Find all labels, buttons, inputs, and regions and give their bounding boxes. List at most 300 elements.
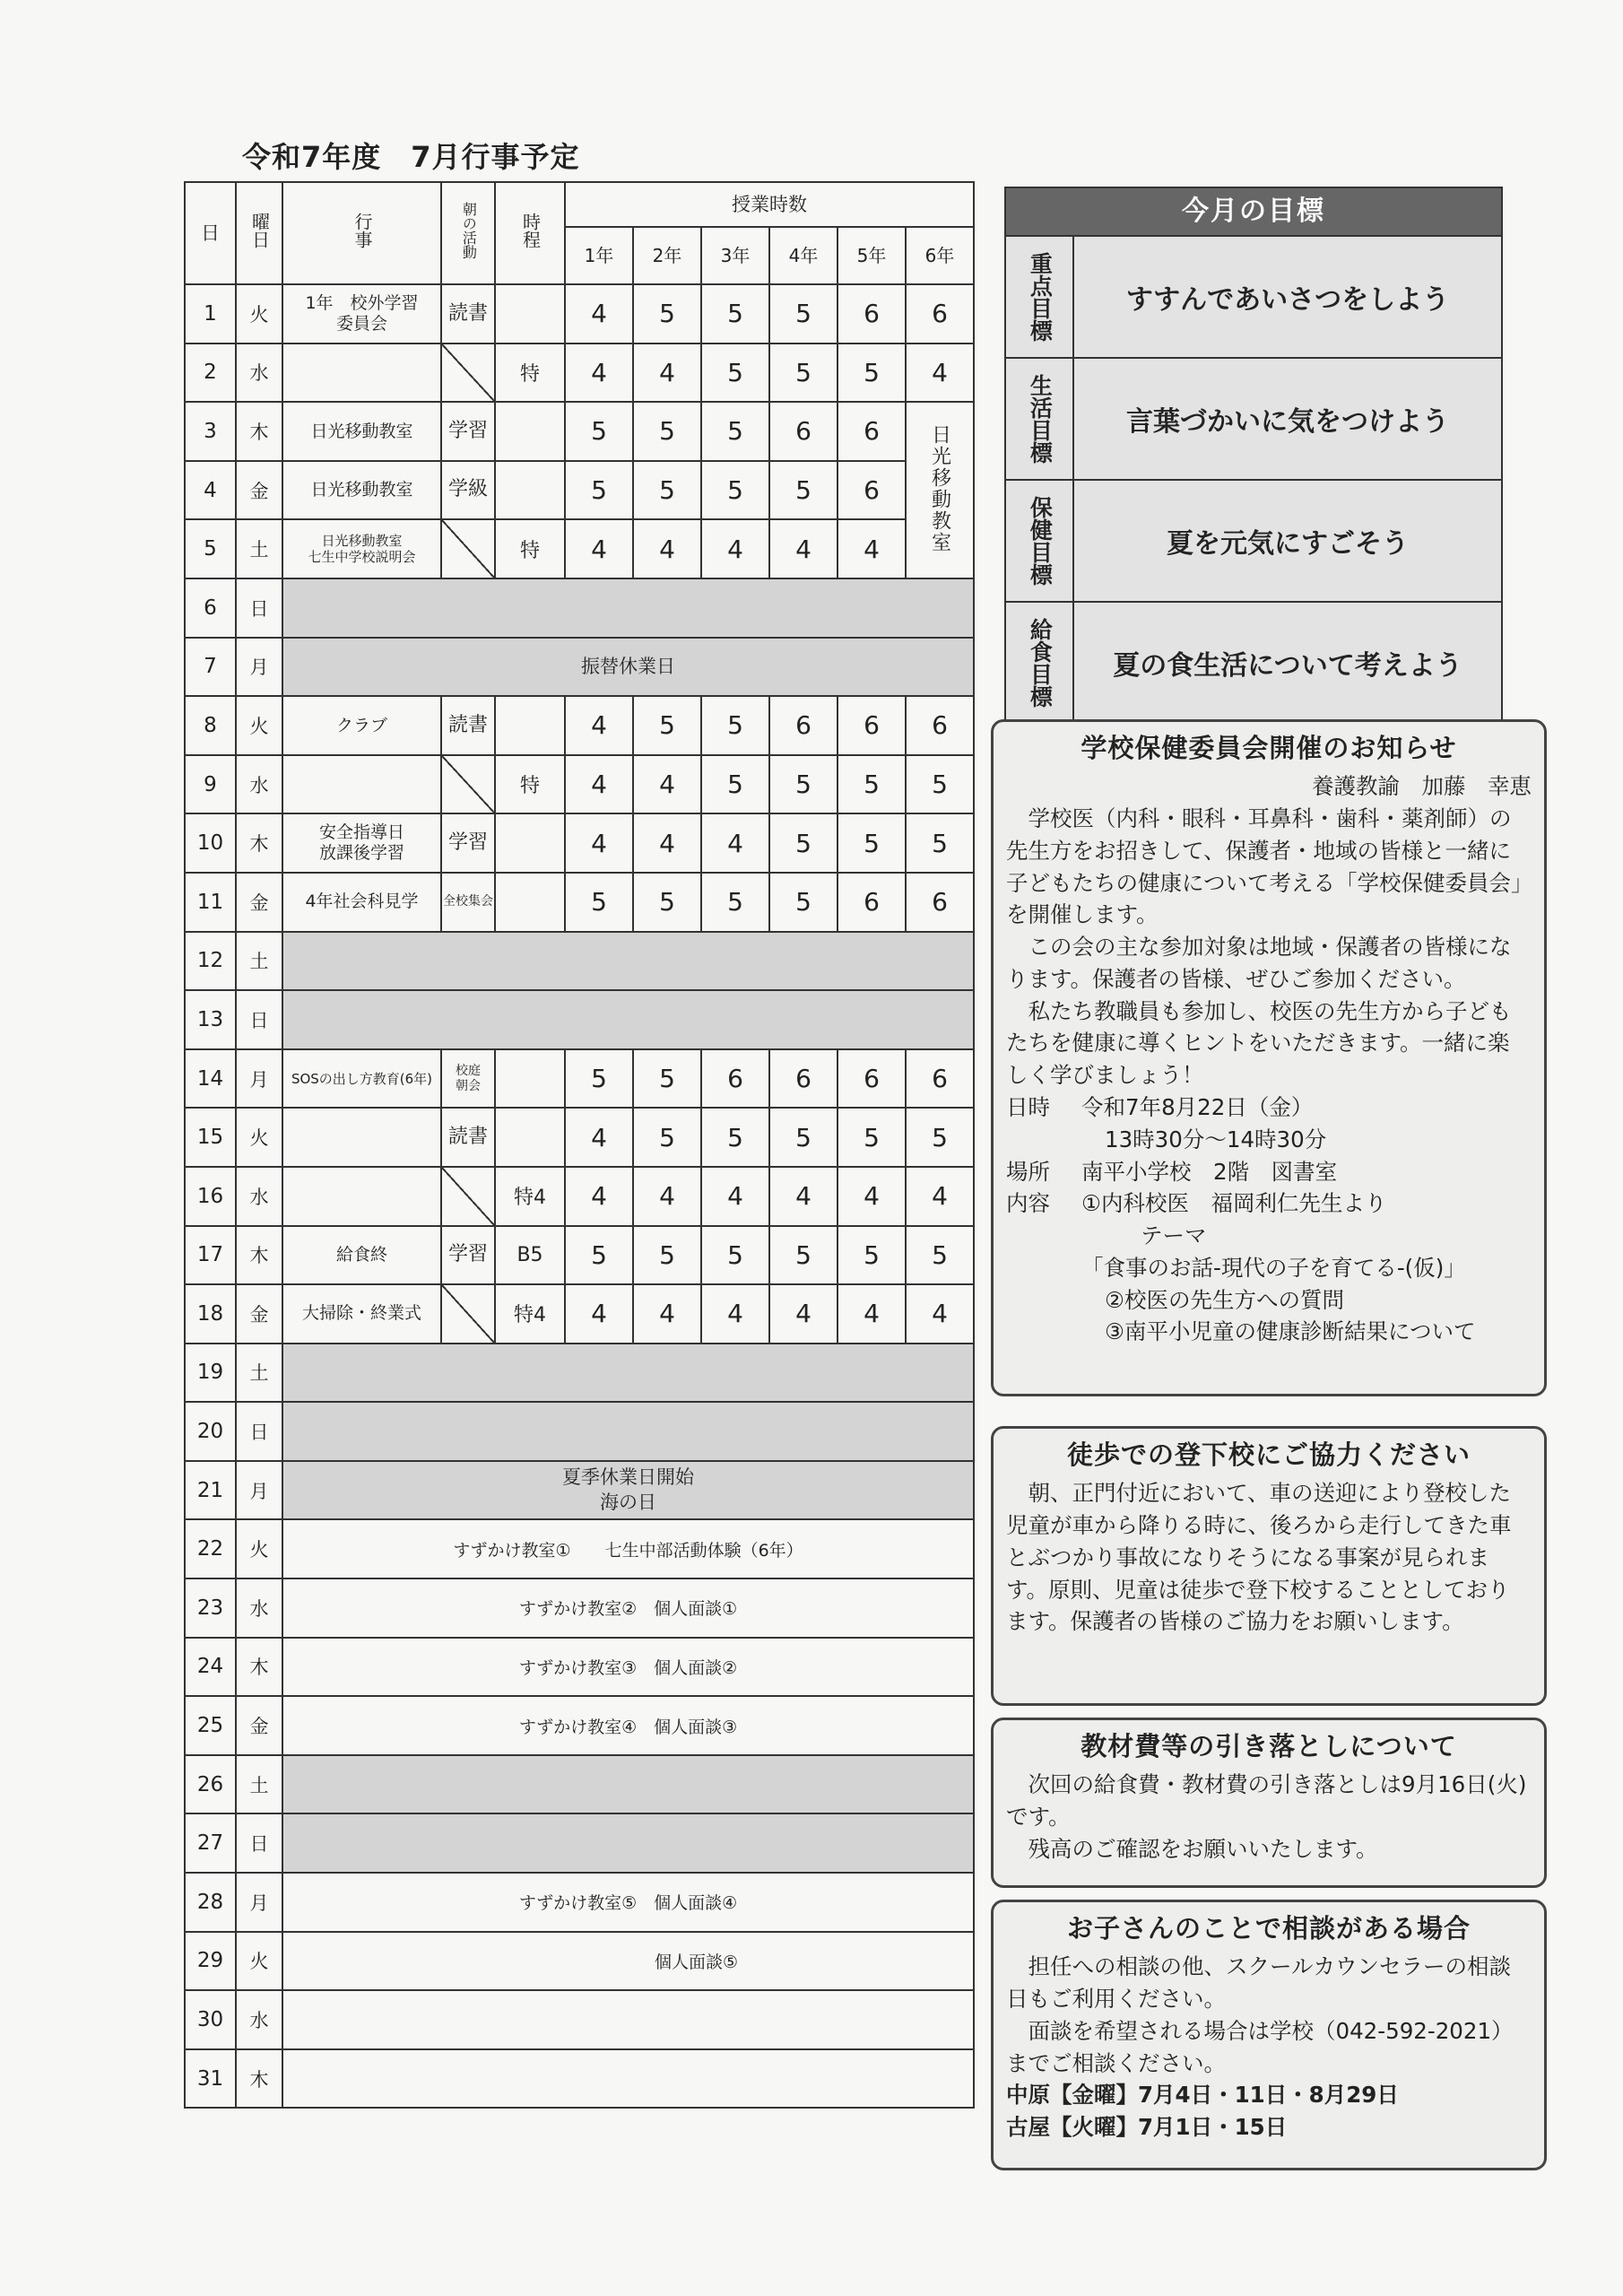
- schedule-cell: 特: [495, 755, 565, 814]
- hours-cell: 6: [906, 284, 974, 344]
- hours-cell: 5: [769, 284, 838, 344]
- hours-cell: 5: [838, 813, 906, 873]
- summer-event-cell: すずかけ教室③ 個人面談②: [282, 1638, 974, 1697]
- table-row: [185, 1990, 974, 2049]
- weekday-cell: 水: [236, 1578, 282, 1638]
- hours-cell: 6: [769, 402, 838, 461]
- hours-cell: 5: [565, 873, 633, 932]
- day-cell: 11: [185, 873, 236, 932]
- fees-title: 教材費等の引き落としについて: [1081, 1731, 1457, 1761]
- hours-cell: 4: [906, 1284, 974, 1344]
- hours-cell: 5: [633, 1049, 701, 1109]
- weekday-cell: 日: [236, 578, 282, 638]
- table-row: [185, 696, 974, 755]
- content-3: ③南平小児童の健康診断結果について: [1105, 1318, 1476, 1345]
- hours-cell: 4: [701, 1167, 769, 1226]
- schedule-cell: 特: [495, 344, 565, 403]
- holiday-note: 振替休業日: [581, 655, 676, 677]
- schedule-cell: B5: [495, 1226, 565, 1285]
- goal-text: 夏の食生活について考えよう: [1113, 650, 1462, 682]
- hours-cell: 6: [838, 873, 906, 932]
- table-row: [185, 990, 974, 1049]
- table-row: [185, 1696, 974, 1755]
- table-row: [185, 813, 974, 873]
- weekday-cell: 月: [236, 1461, 282, 1520]
- goal-text: 夏を元気にすごそう: [1167, 528, 1409, 560]
- table-row: [185, 402, 974, 461]
- weekday-cell: 水: [236, 1167, 282, 1226]
- hours-cell: 5: [906, 755, 974, 814]
- consult-p1: 担任への相談の他、スクールカウンセラーの相談日もご利用ください。: [1006, 1953, 1512, 2013]
- header-grade-2: 2年: [633, 227, 701, 284]
- goal-label: 重点目標: [1006, 237, 1074, 357]
- goal-label: 給食目標: [1006, 603, 1074, 723]
- day-cell: 6: [185, 578, 236, 638]
- weekday-cell: 木: [236, 813, 282, 873]
- hours-cell: 5: [701, 1226, 769, 1285]
- hours-cell: 4: [701, 1284, 769, 1344]
- weekday-cell: 木: [236, 2049, 282, 2109]
- table-row: [185, 1755, 974, 1814]
- day-cell: 1: [185, 284, 236, 344]
- health-author: 養護教諭 加藤 幸恵: [1312, 773, 1532, 800]
- goal-label: 保健目標: [1006, 481, 1074, 601]
- day-cell: 22: [185, 1519, 236, 1578]
- content-1-theme: テーマ: [1141, 1222, 1207, 1249]
- activity-cell: [441, 873, 495, 932]
- header-hours: 授業時数: [565, 182, 974, 227]
- event-text: 大掃除・終業式: [301, 1303, 421, 1324]
- header-day: 日: [185, 182, 236, 284]
- hours-cell: 5: [633, 1226, 701, 1285]
- day-cell: 23: [185, 1578, 236, 1638]
- activity-text: 読書: [447, 713, 488, 736]
- health-p3: 私たち教職員も参加し、校医の先生方から子どもたちを健康に導くヒントをいただきます。一緒に楽しく学びましょう！: [1006, 997, 1512, 1089]
- weekday-cell: 金: [236, 873, 282, 932]
- day-cell: 4: [185, 461, 236, 520]
- activity-cell: [441, 461, 495, 520]
- day-cell: 28: [185, 1873, 236, 1932]
- day-cell: 24: [185, 1638, 236, 1697]
- event-text: SOSの出し方教育(6年): [291, 1070, 433, 1087]
- hours-cell: 4: [769, 1167, 838, 1226]
- hours-cell: 4: [769, 519, 838, 578]
- hours-cell: 4: [633, 1284, 701, 1344]
- activity-text: 学習: [447, 419, 488, 442]
- day-cell: 2: [185, 344, 236, 403]
- schedule-cell: [495, 284, 565, 344]
- event-text: 4年社会科見学: [305, 891, 419, 912]
- header-grade-3: 3年: [701, 227, 769, 284]
- holiday-note: 夏季休業日開始 海の日: [562, 1466, 695, 1513]
- weekday-cell: 土: [236, 1755, 282, 1814]
- consult-title: お子さんのことで相談がある場合: [1066, 1913, 1471, 1944]
- holiday-cell: [282, 1813, 974, 1873]
- hours-cell: 4: [906, 344, 974, 403]
- activity-text: 読書: [447, 301, 488, 325]
- hours-cell: 4: [838, 1167, 906, 1226]
- table-row: [185, 755, 974, 814]
- table-row: [185, 932, 974, 991]
- event-cell: [282, 1108, 441, 1167]
- consult-line-1: 中原【金曜】7月4日・11日・8月29日: [1006, 2082, 1399, 2109]
- table-row: [185, 578, 974, 638]
- consult-p2: 面談を希望される場合は学校（042-592-2021）までご相談ください。: [1006, 2017, 1514, 2076]
- hours-cell: 5: [633, 461, 701, 520]
- event-text: 日光移動教室: [310, 480, 413, 500]
- hours-cell: 5: [633, 402, 701, 461]
- content-label: 内容: [1006, 1190, 1050, 1217]
- hours-cell: 5: [838, 1226, 906, 1285]
- table-row: [185, 1402, 974, 1461]
- weekday-cell: 金: [236, 1696, 282, 1755]
- event-cell: [282, 696, 441, 755]
- page-title: 令和7年度 7月行事予定: [242, 140, 580, 174]
- table-row: [185, 1813, 974, 1873]
- activity-text: 学習: [447, 831, 488, 854]
- activity-text: 学級: [447, 478, 488, 501]
- weekday-cell: 火: [236, 1932, 282, 1991]
- hours-cell: 4: [565, 284, 633, 344]
- day-cell: 18: [185, 1284, 236, 1344]
- table-row: [185, 1873, 974, 1932]
- hours-cell: 4: [565, 1284, 633, 1344]
- event-cell: [282, 813, 441, 873]
- header-activity: 朝の活動: [441, 182, 495, 284]
- goal-row: [1006, 601, 1501, 723]
- schedule-cell: [495, 813, 565, 873]
- activity-cell: [441, 1284, 495, 1344]
- schedule-cell: 特4: [495, 1167, 565, 1226]
- event-cell: [282, 284, 441, 344]
- schedule-cell: [495, 402, 565, 461]
- hours-cell: 5: [701, 1108, 769, 1167]
- table-row: [185, 1519, 974, 1578]
- hours-cell: 4: [838, 519, 906, 578]
- table-row: [185, 1344, 974, 1403]
- hours-cell: 6: [906, 696, 974, 755]
- day-cell: 8: [185, 696, 236, 755]
- header-schedule: 時程: [495, 182, 565, 284]
- nikko-label: 日光移動教室: [928, 423, 951, 553]
- activity-text: 学習: [447, 1243, 488, 1266]
- day-cell: 20: [185, 1402, 236, 1461]
- activity-cell: [441, 696, 495, 755]
- header-grade-6: 6年: [906, 227, 974, 284]
- table-row: [185, 1108, 974, 1167]
- weekday-cell: 火: [236, 1108, 282, 1167]
- header-grade-4: 4年: [769, 227, 838, 284]
- hours-cell: 6: [906, 873, 974, 932]
- header-event: 行事: [282, 182, 441, 284]
- holiday-cell: [282, 1344, 974, 1403]
- hours-cell: 5: [633, 284, 701, 344]
- goals-title: 今月の目標: [1006, 188, 1501, 235]
- fees-p1: 次回の給食費・教材費の引き落としは9月16日(火)です。: [1006, 1771, 1527, 1831]
- goal-row: [1006, 235, 1501, 357]
- goal-label: 生活目標: [1006, 359, 1074, 479]
- day-cell: 14: [185, 1049, 236, 1109]
- weekday-cell: 月: [236, 638, 282, 697]
- activity-cell: [441, 1167, 495, 1226]
- day-cell: 7: [185, 638, 236, 697]
- event-text: 給食終: [335, 1244, 387, 1265]
- hours-cell: 5: [838, 344, 906, 403]
- weekday-cell: 火: [236, 696, 282, 755]
- event-text: 安全指導日 放課後学習: [318, 822, 404, 864]
- consult-line-2: 古屋【火曜】7月1日・15日: [1006, 2114, 1288, 2141]
- hours-cell: 4: [565, 813, 633, 873]
- event-text: 日光移動教室 七生中学校説明会: [308, 533, 416, 566]
- holiday-cell: [282, 932, 974, 991]
- consultation-notice: [991, 1900, 1547, 2170]
- hours-cell: 5: [769, 1226, 838, 1285]
- hours-cell: 4: [565, 1167, 633, 1226]
- table-row: [185, 2049, 974, 2109]
- holiday-cell: [282, 1402, 974, 1461]
- day-cell: 31: [185, 2049, 236, 2109]
- weekday-cell: 土: [236, 932, 282, 991]
- hours-cell: 5: [769, 1108, 838, 1167]
- weekday-cell: 月: [236, 1049, 282, 1109]
- summer-event-cell: [282, 1990, 974, 2049]
- schedule-cell: [495, 696, 565, 755]
- health-title: 学校保健委員会開催のお知らせ: [1081, 733, 1457, 763]
- event-cell: [282, 1284, 441, 1344]
- hours-cell: 5: [701, 696, 769, 755]
- walk-title: 徒歩での登下校にご協力ください: [1066, 1439, 1471, 1470]
- hours-cell: 5: [701, 461, 769, 520]
- event-cell: [282, 519, 441, 578]
- content-1: ①内科校医 福岡利仁先生より: [1081, 1190, 1387, 1217]
- schedule-cell: 特: [495, 519, 565, 578]
- summer-event-cell: すずかけ教室① 七生中部活動体験（6年）: [282, 1519, 974, 1578]
- hours-cell: 4: [633, 1167, 701, 1226]
- weekday-cell: 水: [236, 755, 282, 814]
- day-cell: 26: [185, 1755, 236, 1814]
- hours-cell: 4: [633, 755, 701, 814]
- hours-cell: 6: [769, 696, 838, 755]
- hours-cell: 5: [838, 1108, 906, 1167]
- hours-cell: 6: [906, 1049, 974, 1109]
- summer-event-cell: 個人面談⑤: [282, 1932, 974, 1991]
- day-cell: 3: [185, 402, 236, 461]
- weekday-cell: 火: [236, 284, 282, 344]
- table-row: [185, 1932, 974, 1991]
- weekday-cell: 日: [236, 1813, 282, 1873]
- hours-cell: 5: [701, 402, 769, 461]
- weekday-cell: 木: [236, 1638, 282, 1697]
- hours-cell: 4: [769, 1284, 838, 1344]
- day-cell: 16: [185, 1167, 236, 1226]
- day-cell: 12: [185, 932, 236, 991]
- hours-cell: 5: [565, 461, 633, 520]
- hours-cell: 4: [565, 344, 633, 403]
- schedule-cell: [495, 1049, 565, 1109]
- time-value: 13時30分～14時30分: [1105, 1126, 1327, 1152]
- goal-row: [1006, 357, 1501, 479]
- hours-cell: 5: [565, 402, 633, 461]
- day-cell: 21: [185, 1461, 236, 1520]
- activity-text: 読書: [447, 1125, 488, 1148]
- event-cell: [282, 344, 441, 403]
- date-value: 令和7年8月22日（金）: [1081, 1093, 1314, 1120]
- summer-event-cell: すずかけ教室② 個人面談①: [282, 1578, 974, 1638]
- hours-cell: 5: [701, 873, 769, 932]
- hours-cell: 5: [565, 1226, 633, 1285]
- event-text: クラブ: [335, 715, 387, 735]
- hours-cell: 5: [769, 755, 838, 814]
- hours-cell: 5: [838, 755, 906, 814]
- event-cell: [282, 1226, 441, 1285]
- fees-notice: [991, 1718, 1547, 1888]
- activity-cell: [441, 519, 495, 578]
- hours-cell: 4: [838, 1284, 906, 1344]
- schedule-cell: [495, 461, 565, 520]
- summer-event-cell: すずかけ教室④ 個人面談③: [282, 1696, 974, 1755]
- hours-cell: 4: [906, 1167, 974, 1226]
- event-cell: [282, 873, 441, 932]
- hours-cell: 4: [565, 519, 633, 578]
- table-row: [185, 461, 974, 520]
- activity-cell: [441, 755, 495, 814]
- table-row: [185, 873, 974, 932]
- day-cell: 25: [185, 1696, 236, 1755]
- weekday-cell: 火: [236, 1519, 282, 1578]
- weekday-cell: 金: [236, 461, 282, 520]
- weekday-cell: 月: [236, 1873, 282, 1932]
- header-weekday: 曜日: [236, 182, 282, 284]
- hours-cell: 4: [633, 813, 701, 873]
- weekday-cell: 日: [236, 990, 282, 1049]
- event-cell: [282, 1049, 441, 1109]
- day-cell: 10: [185, 813, 236, 873]
- weekday-cell: 木: [236, 402, 282, 461]
- weekday-cell: 金: [236, 1284, 282, 1344]
- hours-cell: 4: [565, 1108, 633, 1167]
- hours-cell: 5: [769, 461, 838, 520]
- hours-cell: 6: [838, 461, 906, 520]
- hours-cell: 4: [565, 755, 633, 814]
- holiday-cell: [282, 578, 974, 638]
- schedule-cell: [495, 873, 565, 932]
- activity-text: 全校集会: [443, 894, 493, 909]
- table-row: [185, 1284, 974, 1344]
- weekday-cell: 土: [236, 519, 282, 578]
- date-label: 日時: [1006, 1093, 1050, 1120]
- day-cell: 17: [185, 1226, 236, 1285]
- schedule-table: [184, 181, 975, 2109]
- walking-notice: [991, 1426, 1547, 1706]
- place-label: 場所: [1006, 1158, 1050, 1185]
- goal-row: [1006, 479, 1501, 601]
- hours-cell: 5: [701, 344, 769, 403]
- table-row: [185, 1049, 974, 1109]
- day-cell: 9: [185, 755, 236, 814]
- hours-cell: 4: [701, 813, 769, 873]
- hours-cell: 5: [701, 755, 769, 814]
- table-row: [185, 1638, 974, 1697]
- activity-text: 校庭 朝会: [456, 1063, 481, 1093]
- table-row: [185, 1167, 974, 1226]
- weekday-cell: 土: [236, 1344, 282, 1403]
- activity-cell: [441, 813, 495, 873]
- holiday-cell: [282, 990, 974, 1049]
- header-grade-5: 5年: [838, 227, 906, 284]
- health-committee-notice: [991, 719, 1547, 1396]
- nikko-cell: [906, 402, 974, 578]
- hours-cell: 6: [838, 1049, 906, 1109]
- day-cell: 15: [185, 1108, 236, 1167]
- hours-cell: 5: [701, 284, 769, 344]
- hours-cell: 4: [701, 519, 769, 578]
- hours-cell: 5: [633, 873, 701, 932]
- day-cell: 13: [185, 990, 236, 1049]
- holiday-note-cell: [282, 1461, 974, 1520]
- activity-cell: [441, 1226, 495, 1285]
- hours-cell: 4: [633, 344, 701, 403]
- table-row: [185, 1461, 974, 1520]
- activity-cell: [441, 1049, 495, 1109]
- day-cell: 19: [185, 1344, 236, 1403]
- event-cell: [282, 1167, 441, 1226]
- table-row: [185, 284, 974, 344]
- content-2: ②校医の先生方への質問: [1105, 1286, 1344, 1313]
- table-row: [185, 1578, 974, 1638]
- goal-text: 言葉づかいに気をつけよう: [1126, 406, 1449, 438]
- event-text: 1年 校外学習 委員会: [305, 293, 419, 334]
- day-cell: 29: [185, 1932, 236, 1991]
- hours-cell: 6: [769, 1049, 838, 1109]
- table-row: [185, 638, 974, 697]
- weekday-cell: 水: [236, 344, 282, 403]
- hours-cell: 5: [769, 873, 838, 932]
- hours-cell: 5: [906, 1108, 974, 1167]
- hours-cell: 5: [633, 1108, 701, 1167]
- event-text: 日光移動教室: [310, 421, 413, 441]
- table-row: [185, 1226, 974, 1285]
- day-cell: 5: [185, 519, 236, 578]
- hours-cell: 5: [633, 696, 701, 755]
- goal-text: すすんであいさつをしよう: [1125, 284, 1450, 316]
- schedule-cell: [495, 1108, 565, 1167]
- hours-cell: 4: [565, 696, 633, 755]
- health-p1: 学校医（内科・眼科・耳鼻科・歯科・薬剤師）の先生方をお招きして、保護者・地域の皆様と一緒に子どもたちの健康について考える「学校保健委員会」を開催します。: [1006, 805, 1523, 928]
- event-cell: [282, 402, 441, 461]
- hours-cell: 5: [769, 813, 838, 873]
- table-row: [185, 519, 974, 578]
- holiday-cell: [282, 1755, 974, 1814]
- activity-cell: [441, 402, 495, 461]
- hours-cell: 5: [906, 813, 974, 873]
- header-grade-1: 1年: [565, 227, 633, 284]
- hours-cell: 6: [838, 284, 906, 344]
- day-cell: 30: [185, 1990, 236, 2049]
- activity-cell: [441, 284, 495, 344]
- hours-cell: 4: [633, 519, 701, 578]
- event-cell: [282, 755, 441, 814]
- fees-p2: 残高のご確認をお願いいたします。: [1028, 1835, 1378, 1862]
- hours-cell: 5: [906, 1226, 974, 1285]
- health-p2: この会の主な参加対象は地域・保護者の皆様になります。保護者の皆様、ぜひご参加ください。: [1006, 934, 1512, 992]
- day-cell: 27: [185, 1813, 236, 1873]
- event-cell: [282, 461, 441, 520]
- hours-cell: 5: [769, 344, 838, 403]
- weekday-cell: 日: [236, 1402, 282, 1461]
- activity-cell: [441, 344, 495, 403]
- hours-cell: 6: [838, 402, 906, 461]
- schedule-cell: 特4: [495, 1284, 565, 1344]
